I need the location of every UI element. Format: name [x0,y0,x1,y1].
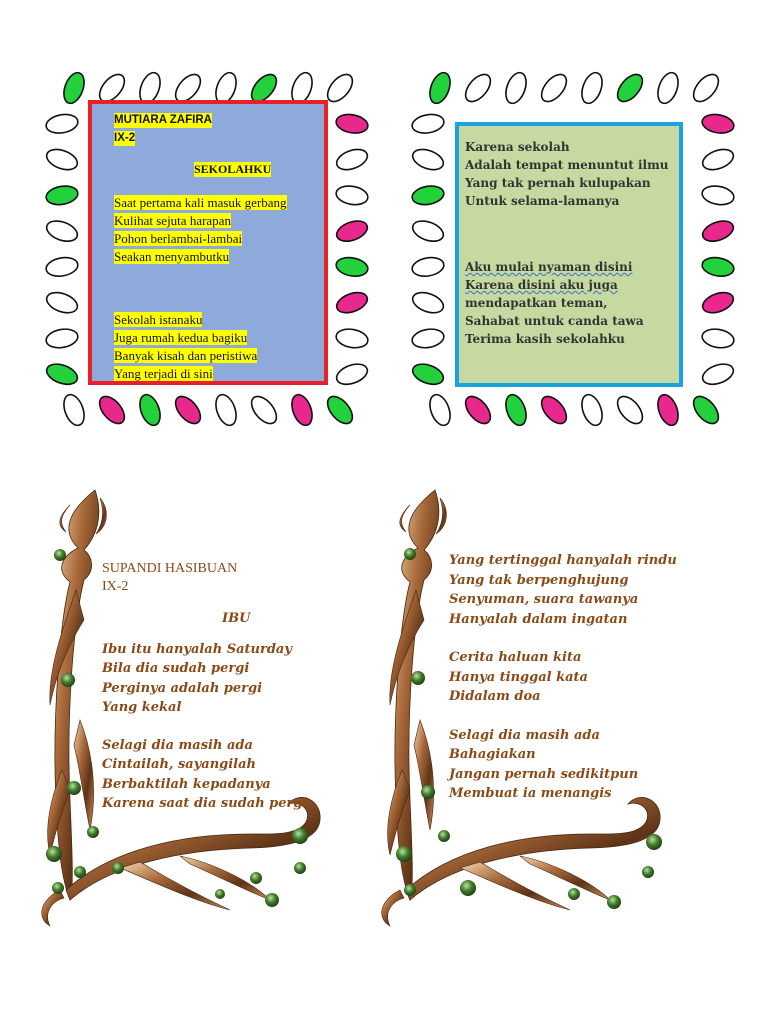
poem-line: Juga rumah kedua bagiku [114,330,248,345]
poem-line: Cerita haluan kita [449,650,582,665]
loop-ornament [410,289,446,317]
poem-line: mendapatkan teman, [465,296,608,310]
loop-ornament [613,70,647,106]
poem-line: Selagi dia masih ada [449,727,600,743]
loop-ornament [410,146,446,174]
poem-line: Cintailah, sayangilah [102,757,256,772]
loop-ornament [411,255,446,278]
loop-ornament [410,217,446,245]
poem-line: Hanyalah dalam ingatan [449,611,628,627]
poem-line: Membuat ia menangis [449,786,612,801]
poem-line: Yang tak pernah kulupakan [465,176,651,190]
poem-line: Bila dia sudah pergi [102,661,250,676]
loop-ornament [701,184,736,207]
loop-ornament [701,327,736,350]
loop-ornament [578,392,606,428]
loop-ornament [654,392,682,428]
poem-line: Pohon berlambai-lambai [114,231,243,246]
poem-line: Kulihat sejuta harapan [114,213,231,228]
stanza [465,258,680,348]
poem-card-continuation [0,0,768,450]
loop-ornament [700,146,736,174]
loop-ornament [700,360,736,388]
poem-line: Berbaktilah kepadanya [102,776,271,792]
loop-ornament [411,327,446,350]
loop-ornament [578,70,606,106]
poem-line: Aku mulai nyaman disini [465,260,633,274]
poem-line: Didalam doa [449,689,541,704]
poem-card-ibu-continuation [352,470,752,940]
author-name: SUPANDI HASIBUAN [102,561,238,576]
poem-line: Sekolah istanaku [114,312,203,327]
loop-ornament [411,112,446,135]
poem-title: SEKOLAHKU [194,162,272,176]
poem-line: Sahabat untuk canda tawa [465,314,644,328]
author-class: IX-2 [114,132,136,144]
poem-line: Seakan menyambutku [114,249,230,264]
poem-line: Untuk selama-lamanya [465,194,620,208]
stanza [102,640,372,718]
author-name: MUTIARA ZAFIRA [114,114,212,126]
loop-ornament [537,392,571,428]
poem-text-block [102,559,372,814]
loop-ornament [461,392,495,428]
poem-text-block [465,138,680,348]
poem-line: Bahagiakan [449,747,536,762]
poem-line: Karena disini aku juga [465,278,618,292]
poem-line: Selagi dia masih ada [102,737,253,753]
loop-ornament [613,392,647,428]
poem-line: Banyak kisah dan peristiwa [114,348,258,363]
loop-ornament [701,112,736,135]
poem-line: Yang terjadi di sini [114,366,213,381]
loop-ornament [410,360,446,388]
poem-line: Senyuman, suara tawanya [449,592,639,607]
loop-ornament [700,217,736,245]
poem-line: Perginya adalah pergi [102,680,263,696]
loop-ornament [502,392,530,428]
loop-ornament [502,70,530,106]
poem-title: IBU [222,611,251,626]
poem-line: Karena sekolah [465,140,570,154]
loop-ornament [461,70,495,106]
poem-text-block [449,551,749,804]
poem-line: Karena saat dia sudah pergi [102,796,308,811]
poem-line: Saat pertama kali masuk gerbang [114,195,287,210]
loop-ornament [689,70,723,106]
poem-line: Terima kasih sekolahku [465,332,625,346]
loop-ornament [689,392,723,428]
loop-ornament [701,255,736,278]
stanza [449,648,749,707]
stanza [449,726,749,804]
poem-line: Ibu itu hanyalah Saturday [102,641,292,657]
poem-line: Adalah tempat menuntut ilmu [465,158,669,172]
loop-ornament [700,289,736,317]
poem-card-ibu [0,470,384,940]
stanza [465,138,680,210]
poem-line: Yang tertinggal hanyalah rindu [449,553,677,568]
loop-ornament [411,184,446,207]
loop-ornament [654,70,682,106]
stanza [102,736,372,814]
poem-line: Jangan pernah sedikitpun [449,766,639,782]
poem-line: Hanya tinggal kata [449,669,588,685]
poem-line: Yang tak berpenghujung [449,572,629,588]
loop-ornament [537,70,571,106]
loop-ornament [426,392,454,428]
stanza [449,551,749,629]
loop-ornament [426,70,454,106]
author-class: IX-2 [102,579,129,594]
poem-line: Yang kekal [102,700,182,715]
